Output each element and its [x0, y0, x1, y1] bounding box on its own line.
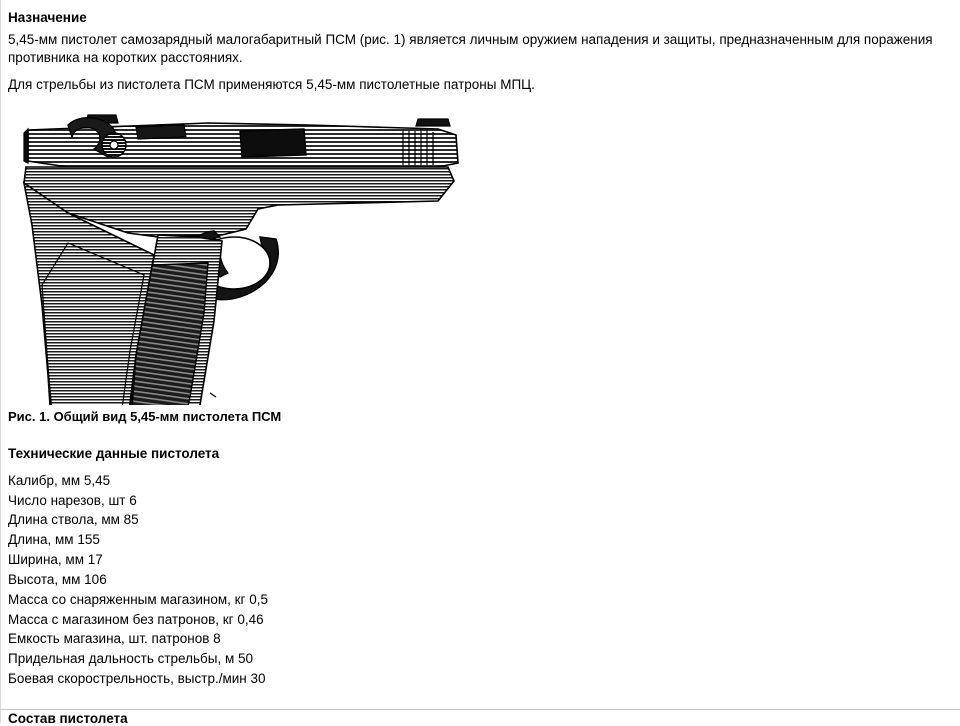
list-item: Калибр, мм 5,45	[8, 472, 111, 488]
list-item: Ширина, мм 17	[8, 552, 103, 568]
list-item: Боевая скорострельность, выстр./мин 30	[8, 671, 266, 687]
page-bottom-rule	[0, 709, 960, 710]
list-item: Масса со снаряженным магазином, кг 0,5	[8, 591, 268, 607]
section-heading-purpose: Назначение	[8, 10, 87, 25]
list-item: Высота, мм 106	[8, 571, 107, 587]
paragraph-purpose: 5,45-мм пистолет самозарядный малогабаритный ПСМ (рис. 1) является личным оружием нападения и защиты, предназначенным для поражения противника на коротких расстояниях.	[8, 32, 933, 66]
section-heading-specs: Технические данные пистолета	[8, 445, 220, 461]
list-item: Придельная дальность стрельбы, м 50	[8, 651, 253, 667]
list-item: Длина, мм 155	[8, 532, 100, 548]
list-item: Число нарезов, шт 6	[8, 492, 137, 508]
figure-pistol-psm	[8, 105, 478, 405]
pistol-illustration	[8, 105, 478, 405]
list-item: Длина ствола, мм 85	[8, 512, 139, 528]
specifications-list	[8, 471, 952, 689]
section-heading-composition: Состав пистолета	[8, 710, 128, 726]
list-item: Емкость магазина, шт. патронов 8	[8, 631, 221, 647]
list-item: Масса с магазином без патронов, кг 0,46	[8, 611, 264, 627]
figure-caption: Рис. 1. Общий вид 5,45-мм пистолета ПСМ	[8, 408, 282, 424]
paragraph-ammunition: Для стрельбы из пистолета ПСМ применяются 5,45-мм пистолетные патроны МПЦ.	[8, 77, 535, 93]
left-margin-rule	[0, 0, 1, 723]
